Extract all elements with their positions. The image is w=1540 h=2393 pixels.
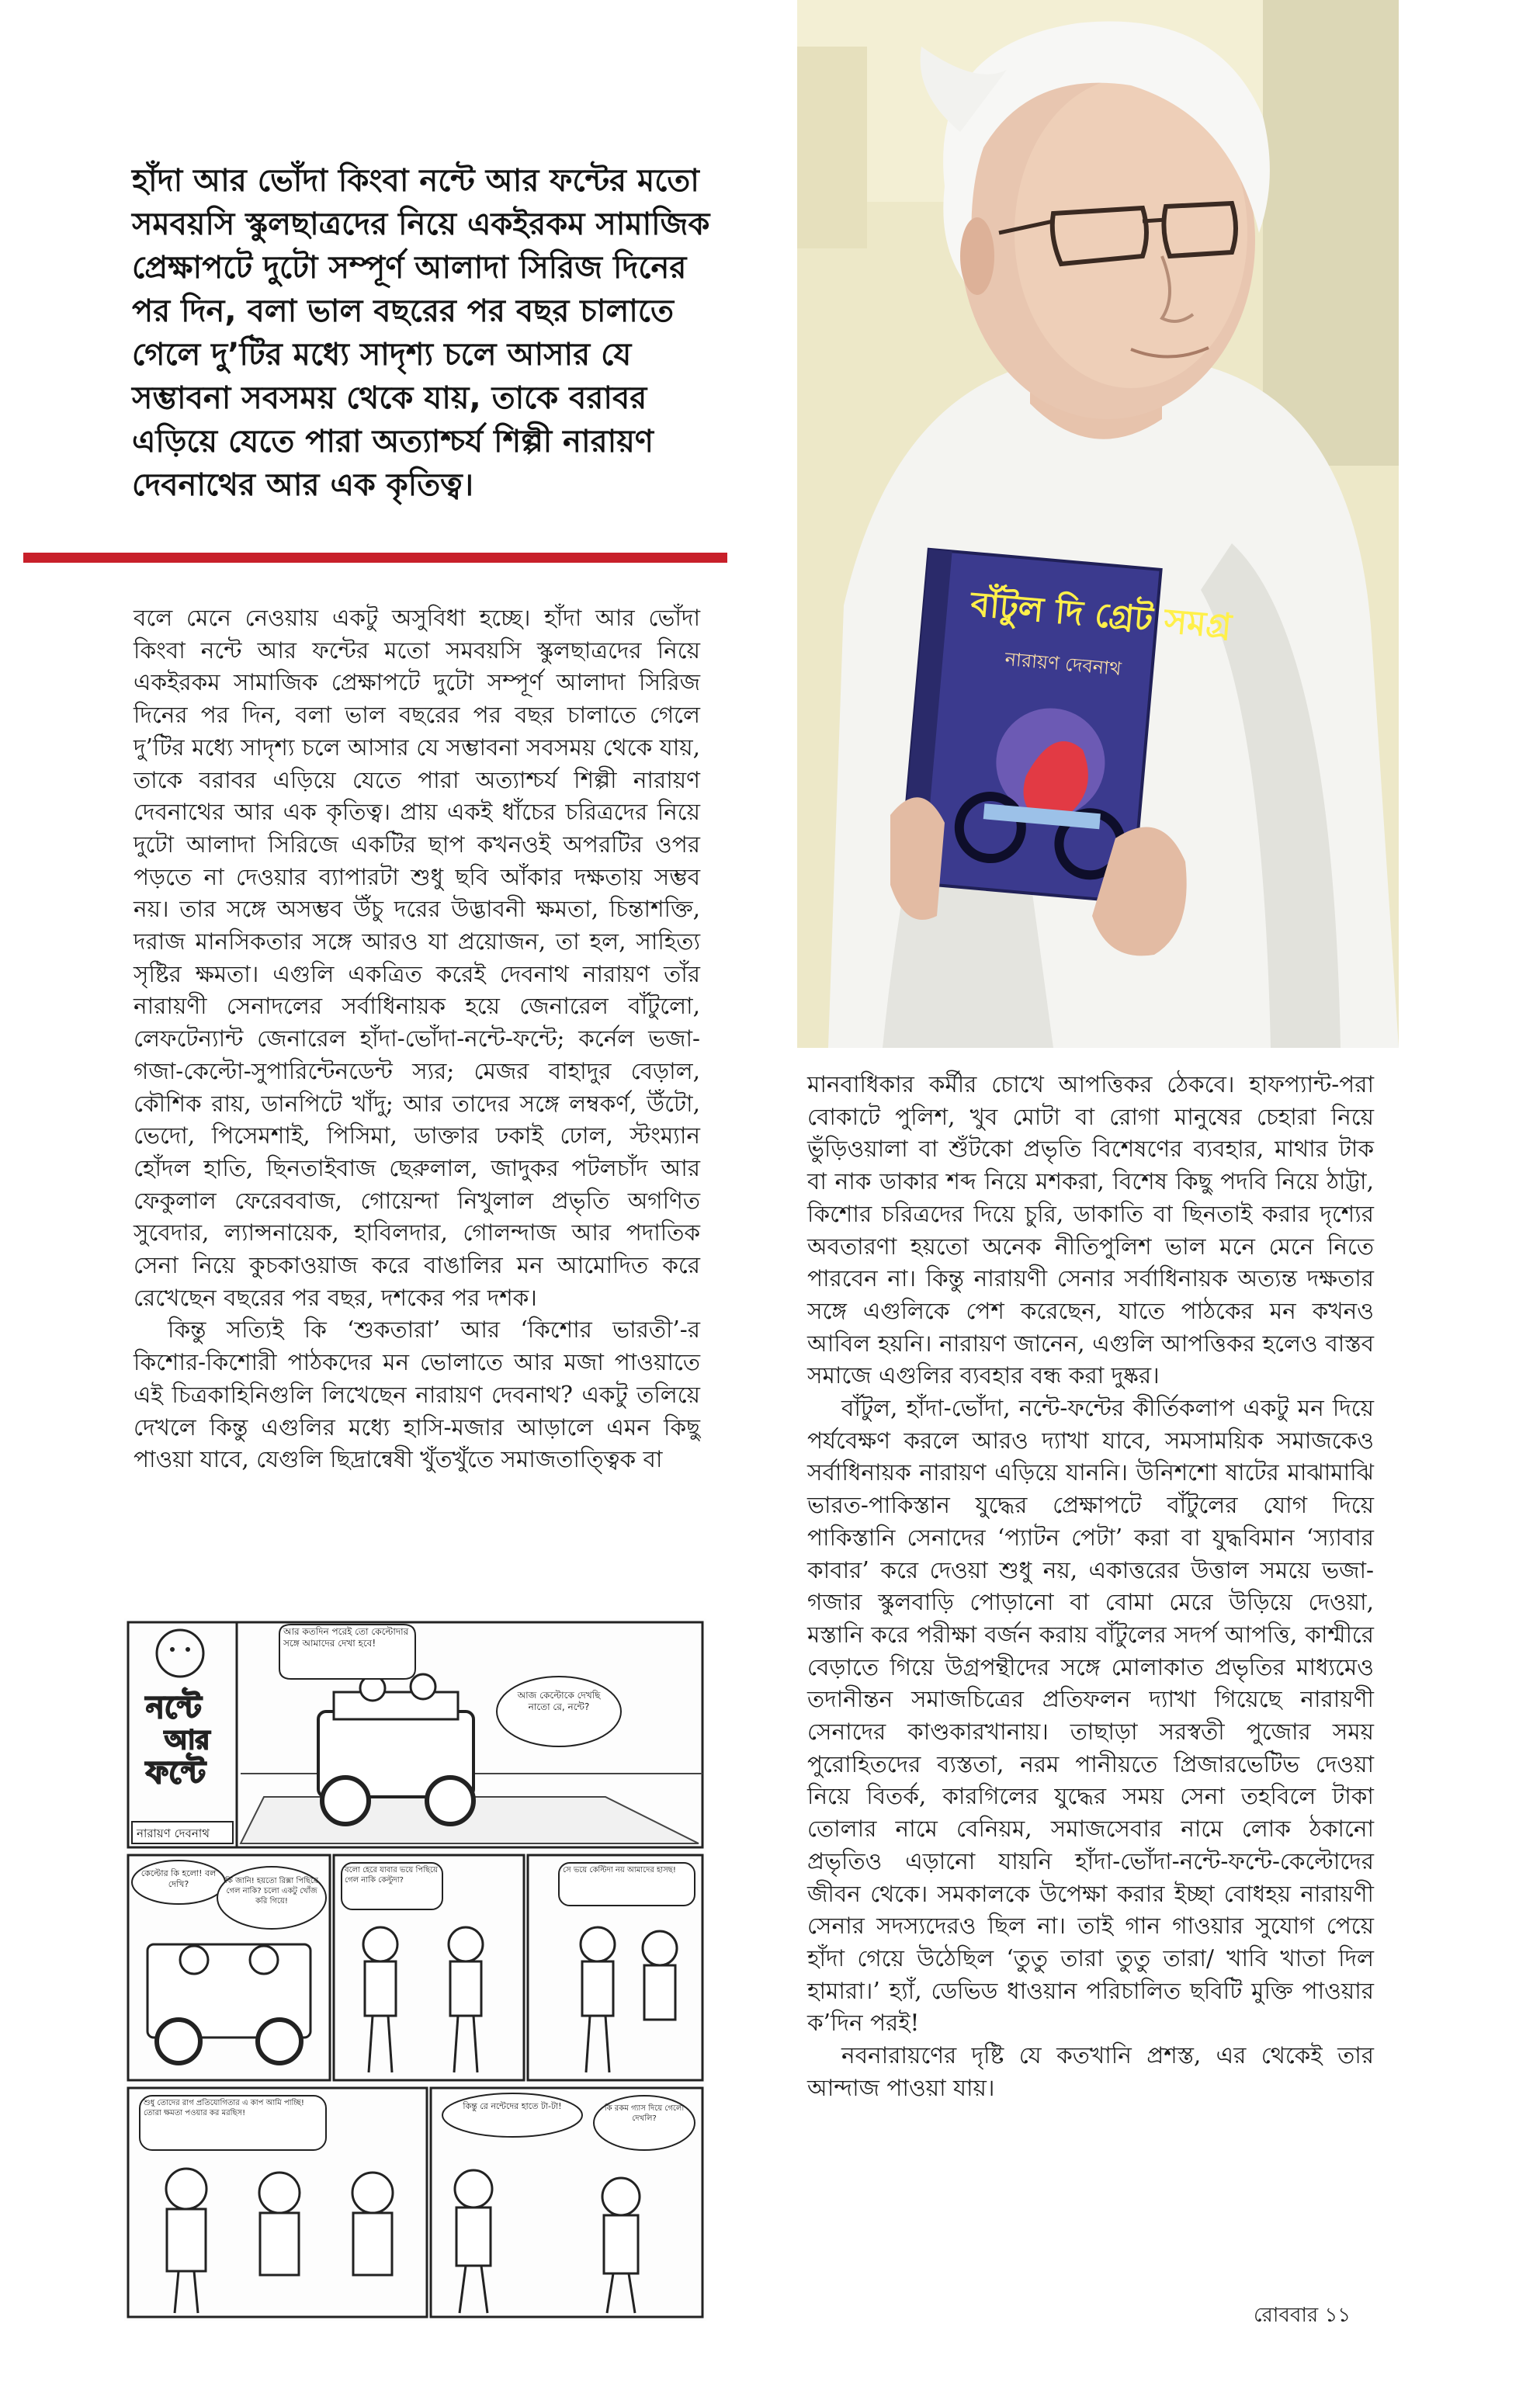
comic-artist: নারায়ণ দেবনাথ: [137, 1826, 210, 1840]
article-column-right: [807, 1069, 1374, 2105]
speech-bubble: শুধু তোদের রাগ প্রতিযোগিতার এ কাপ আমি পাচ্ছি! তোরা ক্ষমতা পওয়ার কর মরছিস!: [144, 2099, 304, 2117]
author-photo: [797, 0, 1399, 1048]
speech-bubble: কি জানি! হয়তো রিক্সা পিছিয়ে গেল নাকি? চলো একটু খোঁজ করি গিয়ে!: [225, 1877, 318, 1906]
paragraph: বলে মেনে নেওয়ায় একটু অসুবিধা হচ্ছে। হাঁদা আর ভোঁদা কিংবা নন্টে আর ফন্টের মতো সমবয়সি স্কুলছাত্রদের নিয়ে একইরকম সামাজিক প্রেক্ষাপটে দুটো সম্পূর্ণ আলাদা সিরিজ দিনের পর দিন, বলা ভাল বছরের পর বছর চালাতে গেলে দু’টির মধ্যে সাদৃশ্য চলে আসার যে সম্ভাবনা সবসময় থেকে যায়, তাকে বরাবর এড়িয়ে যেতে পারা অত্যাশ্চর্য শিল্পী নারায়ণ দেবনাথের আর এক কৃতিত্ব। প্রায় একই ধাঁচের চরিত্রদের নিয়ে দুটো আলাদা সিরিজে একটির ছাপ কখনওই অপরটির ওপর পড়তে না দেওয়ার ব্যাপারটা শুধু ছবি আঁকার দক্ষতায় সম্ভব নয়। তার সঙ্গে অসম্ভব উঁচু দরের উদ্ভাবনী ক্ষমতা, চিন্তাশক্তি, দরাজ মানসিকতার সঙ্গে আরও যা প্রয়োজন, তা হল, সাহিত্য সৃষ্টির ক্ষমতা। এগুলি একত্রিত করেই দেবনাথ নারায়ণ তাঁর নারায়ণী সেনাদলের সর্বাধিনায়ক হয়ে জেনারেল বাঁটুলো, লেফটেন্যান্ট জেনারেল হাঁদা-ভোঁদা-নন্টে-ফন্টে; কর্নেল ভজা-গজা-কেল্টো-সুপারিন্টেনডেন্ট স্যর; মেজর বাহাদুর বেড়াল, কৌশিক রায়, ডানপিটে খাঁদু; আর তাদের সঙ্গে লম্বকর্ণ, উঁটো, ভেদো, পিসেমশাই, পিসিমা, ডাক্তার ঢকাই ঢোল, স্টংম্যান হোঁদল হাতি, ছিনতাইবাজ ছেরুলাল, জাদুকর পটলচাঁদ আর ফেকুলাল ফেরেববাজ, গোয়েন্দা নিখুলাল প্রভৃতি অগণিত সুবেদার, ল্যান্সনায়েক, হাবিলদার, গোলন্দাজ আর পদাতিক সেনা নিয়ে কুচকাওয়াজ করে বাঙালির মন আমোদিত করে রেখেছেন বছরের পর বছর, দশকের পর দশক।: [134, 605, 700, 1311]
article-column-left: [134, 602, 700, 1476]
speech-bubble: আজ কেল্টোকে দেখছি নাতো রে, নন্টে?: [517, 1690, 601, 1712]
comic-strip: [124, 1618, 706, 2321]
paragraph: নবনারায়ণের দৃষ্টি যে কতখানি প্রশস্ত, এর থেকেই তার আন্দাজ পাওয়া যায়।: [807, 2042, 1374, 2101]
paragraph: বাঁটুল, হাঁদা-ভোঁদা, নন্টে-ফন্টের কীর্তিকলাপ একটু মন দিয়ে পর্যবেক্ষণ করলে আরও দ্যাখা যাবে, সমসাময়িক সমাজকেও সর্বাধিনায়ক নারায়ণ এড়িয়ে যাননি। উনিশশো ষাটের মাঝামাঝি ভারত-পাকিস্তান যুদ্ধের প্রেক্ষাপটে বাঁটুলের যোগ দিয়ে পাকিস্তানি সেনাদের ‘প্যাটন পেটা’ করা বা যুদ্ধবিমান ‘স্যাবার কাবার’ করে দেওয়া শুধু নয়, একাত্তরের উত্তাল সময়ে ভজা-গজার স্কুলবাড়ি পোড়ানো বা বোমা মেরে উড়িয়ে দেওয়া, মস্তানি করে পরীক্ষা বর্জন করায় বাঁটুলের সদর্প আপত্তি, কাশ্মীরে বেড়াতে গিয়ে উগ্রপন্থীদের সঙ্গে মোলাকাত প্রভৃতির মাধ্যমেও তদানীন্তন সমাজচিত্রের প্রতিফলন দ্যাখা গিয়েছে নারায়ণী সেনাদের কাণ্ডকারখানায়। তাছাড়া সরস্বতী পুজোর সময় পুরোহিতদের ব্যস্ততা, নরম পানীয়তে প্রিজারভেটিভ দেওয়া নিয়ে বিতর্ক, কারগিলের যুদ্ধের সময় সেনা তহবিলে টাকা তোলার নামে বেনিয়ম, সমাজসেবার নামে লোক ঠকানো প্রভৃতিও এড়ানো যায়নি হাঁদা-ভোঁদা-নন্টে-ফন্টে-কেল্টোদের জীবন থেকে। সমকালকে উপেক্ষা করার ইচ্ছা বোধহয় নারায়ণী সেনার সদস্যদেরও ছিল না। তাই গান গাওয়ার সুযোগ পেয়ে হাঁদা গেয়ে উঠেছিল ‘তুতু তারা তুতু তারা/ খাবি খাতা দিল হামারা।’ হ্যাঁ, ডেভিড ধাওয়ান পরিচালিত ছবিটি মুক্তি পাওয়ার ক’দিন পরই!: [807, 1395, 1374, 2037]
speech-bubble: আর কতদিন পরেই তো কেল্টোদার সঙ্গে আমাদের দেখা হবে!: [283, 1626, 409, 1649]
speech-bubble: কেল্টোর কি হলো! বল দেখি?: [140, 1868, 217, 1889]
paragraph: মানবাধিকার কর্মীর চোখে আপত্তিকর ঠেকবে। হাফপ্যান্ট-পরা বোকাটে পুলিশ, খুব মোটা বা রোগা মানুষের চেহারা নিয়ে ভুঁড়িওয়ালা বা শুঁটকো প্রভৃতি বিশেষণের ব্যবহার, মাথার টাক বা নাক ডাকার শব্দ নিয়ে মশকরা, বিশেষ কিছু পদবি নিয়ে ঠাট্টা, কিশোর চরিত্রদের দিয়ে চুরি, ডাকাতি বা ছিনতাই করার দৃশ্যের অবতারণা হয়তো অনেক নীতিপুলিশ ভাল মনে মেনে নিতে পারবেন না। কিন্তু নারায়ণী সেনার সর্বাধিনায়ক অত্যন্ত দক্ষতার সঙ্গে এগুলিকে পেশ করেছেন, যাতে পাঠকের মন কখনও আবিল হয়নি। নারায়ণ জানেন, এগুলি আপত্তিকর হলেও বাস্তব সমাজে এগুলির ব্যবহার বন্ধ করা দুষ্কর।: [807, 1071, 1374, 1389]
paragraph: কিন্তু সত্যিই কি ‘শুকতারা’ আর ‘কিশোর ভারতী’-র কিশোর-কিশোরী পাঠকদের মন ভোলাতে আর মজা পাওয়াতে এই চিত্রকাহিনিগুলি লিখেছেন নারায়ণ দেবনাথ? একটু তলিয়ে দেখলে কিন্তু এগুলির মধ্যে হাসি-মজার আড়ালে এমন কিছু পাওয়া যাবে, যেগুলি ছিদ্রান্বেষী খুঁতখুঁতে সমাজতাত্ত্বিক বা: [134, 1316, 700, 1473]
page-footer: রোববার ১১: [1254, 2304, 1351, 2327]
red-divider-rule: [23, 553, 727, 563]
comic-title-word: আর: [165, 1725, 210, 1756]
speech-bubble: কি রকম গ্যাস দিয়ে গেলো দেখলি?: [604, 2104, 685, 2123]
book-title: বাঁটুল দি গ্রেট সমগ্র: [969, 584, 1233, 647]
speech-bubble: সে ভয়ে কেল্টিদা নয় আমাদের হাসছ!: [563, 1866, 676, 1875]
pull-quote: হাঁদা আর ভোঁদা কিংবা নন্টে আর ফন্টের মতো সমবয়সি স্কুলছাত্রদের নিয়ে একইরকম সামাজিক প্রেক্ষাপটে দুটো সম্পূর্ণ আলাদা সিরিজ দিনের পর দিন, বলা ভাল বছরের পর বছর চালাতে গেলে দু’টির মধ্যে সাদৃশ্য চলে আসার যে সম্ভাবনা সবসময় থেকে যায়, তাকে বরাবর এড়িয়ে যেতে পারা অত্যাশ্চর্য শিল্পী নারায়ণ দেবনাথের আর এক কৃতিত্ব।: [132, 163, 710, 503]
comic-title-word: ফন্টে: [146, 1755, 206, 1791]
book-author: নারায়ণ দেবনাথ: [1004, 647, 1122, 680]
comic-title-word: নন্টে: [146, 1690, 202, 1725]
speech-bubble: বলো হেরে যাবার ভয়ে পিছিয়ে গেল নাকি কেল্টুদা?: [345, 1866, 438, 1885]
speech-bubble: কিন্তু রে নন্টেদের হাতে টা-টা!: [463, 2101, 562, 2111]
